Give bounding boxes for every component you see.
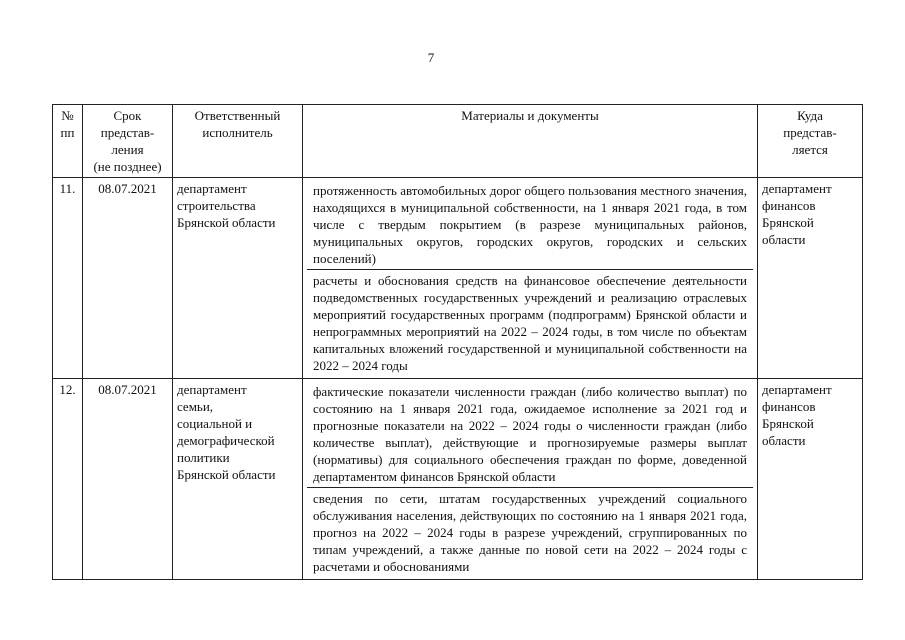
table-header-row [53,105,863,178]
row-number: 12. [53,379,83,580]
row-deadline: 08.07.2021 [83,379,173,580]
page-number: 7 [427,50,435,65]
header-deadline: Срок представ- ления (не позднее) [83,105,173,178]
material-item: сведения по сети, штатам государственных учреждений социального обслуживания населения, действующих по состоянию на 1 января 2021 года, прогноз на 2022 – 2024 годы в разрезе учреждений, сгруппированных по типам учреждений, а также данные по новой сети на 2022 – 2024 годы с расчетами и обоснованиями [307,487,753,577]
material-item: расчеты и обоснования средств на финансовое обеспечение деятельности подведомственных государственных учреждений и реализацию отраслевых мероприятий государственных программ (подпрограмм) Брянской области и непрограммных мероприятий на 2022 – 2024 годы, в том числе по объектам капитальных вложений государственной и муниципальной собственности на 2022 – 2024 годы [307,269,753,376]
row-destination: департамент финансов Брянской области [758,379,863,580]
header-materials: Материалы и документы [303,105,758,178]
header-executor: Ответственный исполнитель [173,105,303,178]
material-item: фактические показатели численности граждан (либо количество выплат) по состоянию на 1 января 2021 года, ожидаемое исполнение за 2021 год и прогнозные показатели на 2022 – 2024 годы о численности граждан (либо количестве выплат), действующие и прогнозируемые размеры выплат (нормативы) для социального обеспечения граждан по форме, доведенной департаментом финансов Брянской области [313,384,747,484]
row-destination: департамент финансов Брянской области [758,178,863,379]
header-destination: Куда представ- ляется [758,105,863,178]
row-materials [303,178,758,379]
documents-table [52,104,863,580]
row-deadline: 08.07.2021 [83,178,173,379]
header-number: № пп [53,105,83,178]
table-row [53,178,863,379]
table-row [53,379,863,580]
row-executor: департамент семьи, социальной и демографической политики Брянской области [173,379,303,580]
row-executor: департамент строительства Брянской области [173,178,303,379]
row-materials [303,379,758,580]
row-number: 11. [53,178,83,379]
material-item: протяженность автомобильных дорог общего пользования местного значения, находящихся в муниципальной собственности, на 1 января 2021 года, в том числе с твердым покрытием (в разрезе муниципальных районов, муниципальных округов, городских округов, городских и сельских поселений) [313,183,747,266]
